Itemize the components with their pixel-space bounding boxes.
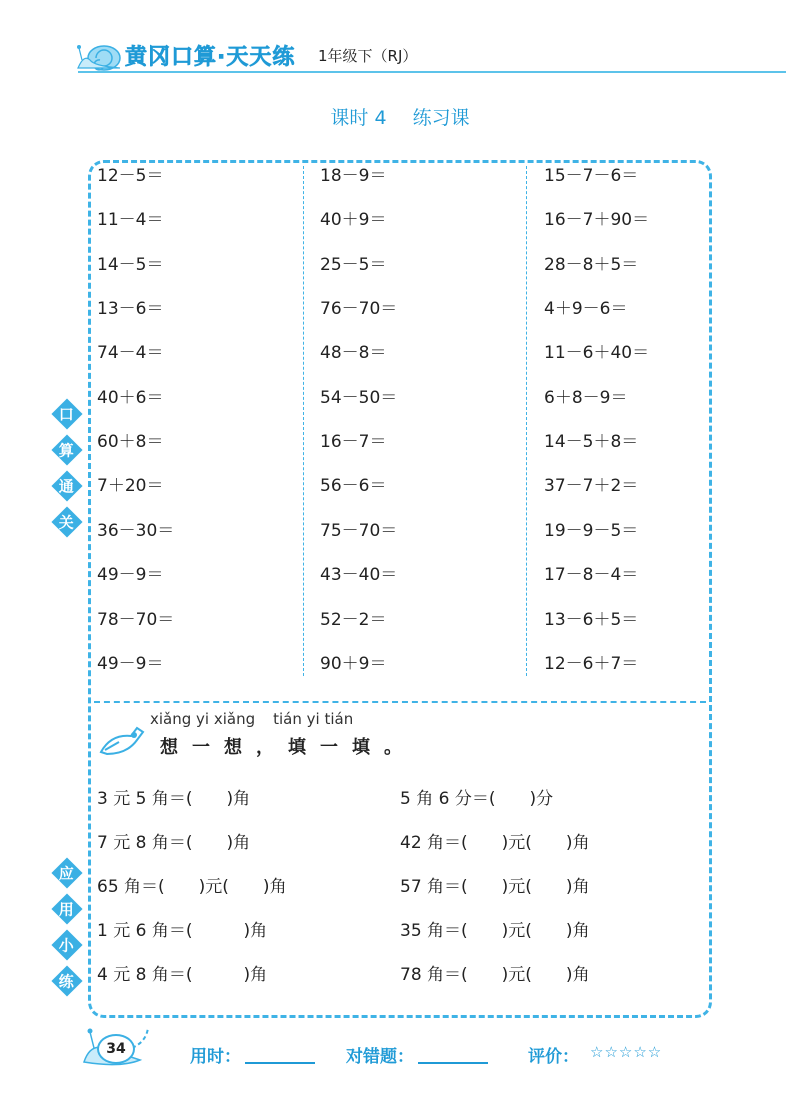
equation: 11－6＋40＝ <box>544 343 650 363</box>
equation: 16－7＝ <box>320 432 387 452</box>
column-divider <box>526 166 527 676</box>
equation: 16－7＋90＝ <box>544 210 650 230</box>
pencil-icon <box>97 722 147 760</box>
equation: 11－4＝ <box>97 210 164 230</box>
brand-title: 黄冈口算·天天练 <box>125 45 296 70</box>
errors-field <box>346 1042 488 1067</box>
equation: 75－70＝ <box>320 521 398 541</box>
equation: 49－9＝ <box>97 565 164 585</box>
lesson-title: 练习课 <box>412 107 470 129</box>
equation: 18－9＝ <box>320 166 387 186</box>
fill-blank-item: 57 角＝( )元( )角 <box>400 877 590 897</box>
equation: 36－30＝ <box>97 521 175 541</box>
time-field <box>190 1042 315 1067</box>
section1-label-char: 通 <box>51 470 82 501</box>
section2-label-char: 应 <box>51 857 82 888</box>
errors-label: 对错题： <box>346 1047 414 1067</box>
rating-field <box>528 1042 579 1067</box>
equation: 76－70＝ <box>320 299 398 319</box>
equation: 40＋9＝ <box>320 210 387 230</box>
equation: 56－6＝ <box>320 476 387 496</box>
equation: 74－4＝ <box>97 343 164 363</box>
fill-blank-item: 3 元 5 角＝( )角 <box>97 789 251 809</box>
equation: 78－70＝ <box>97 610 175 630</box>
rating-stars-icon: ☆☆☆☆☆ <box>590 1043 663 1061</box>
section-divider <box>94 701 706 703</box>
fill-blank-item: 7 元 8 角＝( )角 <box>97 833 251 853</box>
snail-logo-icon <box>74 36 126 76</box>
time-label: 用时： <box>190 1047 241 1067</box>
equation: 90＋9＝ <box>320 654 387 674</box>
equation: 12－5＝ <box>97 166 164 186</box>
time-blank <box>245 1062 315 1064</box>
equation: 48－8＝ <box>320 343 387 363</box>
fill-blank-item: 4 元 8 角＝( )角 <box>97 965 268 985</box>
section2-label-char: 练 <box>51 965 82 996</box>
section1-label-char: 关 <box>51 506 82 537</box>
equation: 12－6＋7＝ <box>544 654 639 674</box>
equation: 37－7＋2＝ <box>544 476 639 496</box>
equation: 13－6＝ <box>97 299 164 319</box>
column-divider <box>303 166 304 676</box>
equation: 49－9＝ <box>97 654 164 674</box>
equation: 15－7－6＝ <box>544 166 639 186</box>
fill-blank-item: 35 角＝( )元( )角 <box>400 921 590 941</box>
equation: 54－50＝ <box>320 388 398 408</box>
equation: 25－5＝ <box>320 255 387 275</box>
equation: 4＋9－6＝ <box>544 299 628 319</box>
equation: 17－8－4＝ <box>544 565 639 585</box>
grade-label: 1年级下（RJ） <box>318 47 418 65</box>
task-heading: 想一想，填一填。 <box>160 737 416 758</box>
section1-label-char: 口 <box>51 398 82 429</box>
equation: 13－6＋5＝ <box>544 610 639 630</box>
equation: 14－5＋8＝ <box>544 432 639 452</box>
pinyin-text: xiǎng yi xiǎng <box>150 710 256 728</box>
rating-label: 评价： <box>528 1047 579 1067</box>
equation: 7＋20＝ <box>97 476 164 496</box>
fill-blank-item: 78 角＝( )元( )角 <box>400 965 590 985</box>
lesson-heading <box>0 103 800 130</box>
equation: 40＋6＝ <box>97 388 164 408</box>
fill-blank-item: 1 元 6 角＝( )角 <box>97 921 268 941</box>
equation: 52－2＝ <box>320 610 387 630</box>
lesson-number: 课时 4 <box>330 107 387 129</box>
section1-label-char: 算 <box>51 434 82 465</box>
equation: 43－40＝ <box>320 565 398 585</box>
page-number: 34 <box>97 1034 135 1064</box>
fill-blank-item: 5 角 6 分＝( )分 <box>400 789 554 809</box>
fill-blank-item: 65 角＝( )元( )角 <box>97 877 287 897</box>
errors-blank <box>418 1062 488 1064</box>
fill-blank-item: 42 角＝( )元( )角 <box>400 833 590 853</box>
pinyin-line <box>150 710 353 728</box>
equation: 60＋8＝ <box>97 432 164 452</box>
section2-label-char: 小 <box>51 929 82 960</box>
equation: 19－9－5＝ <box>544 521 639 541</box>
equation: 28－8＋5＝ <box>544 255 639 275</box>
section2-label-char: 用 <box>51 893 82 924</box>
pinyin-text: tián yi tián <box>273 710 354 728</box>
equation: 6＋8－9＝ <box>544 388 628 408</box>
header-rule <box>78 71 786 73</box>
equation: 14－5＝ <box>97 255 164 275</box>
